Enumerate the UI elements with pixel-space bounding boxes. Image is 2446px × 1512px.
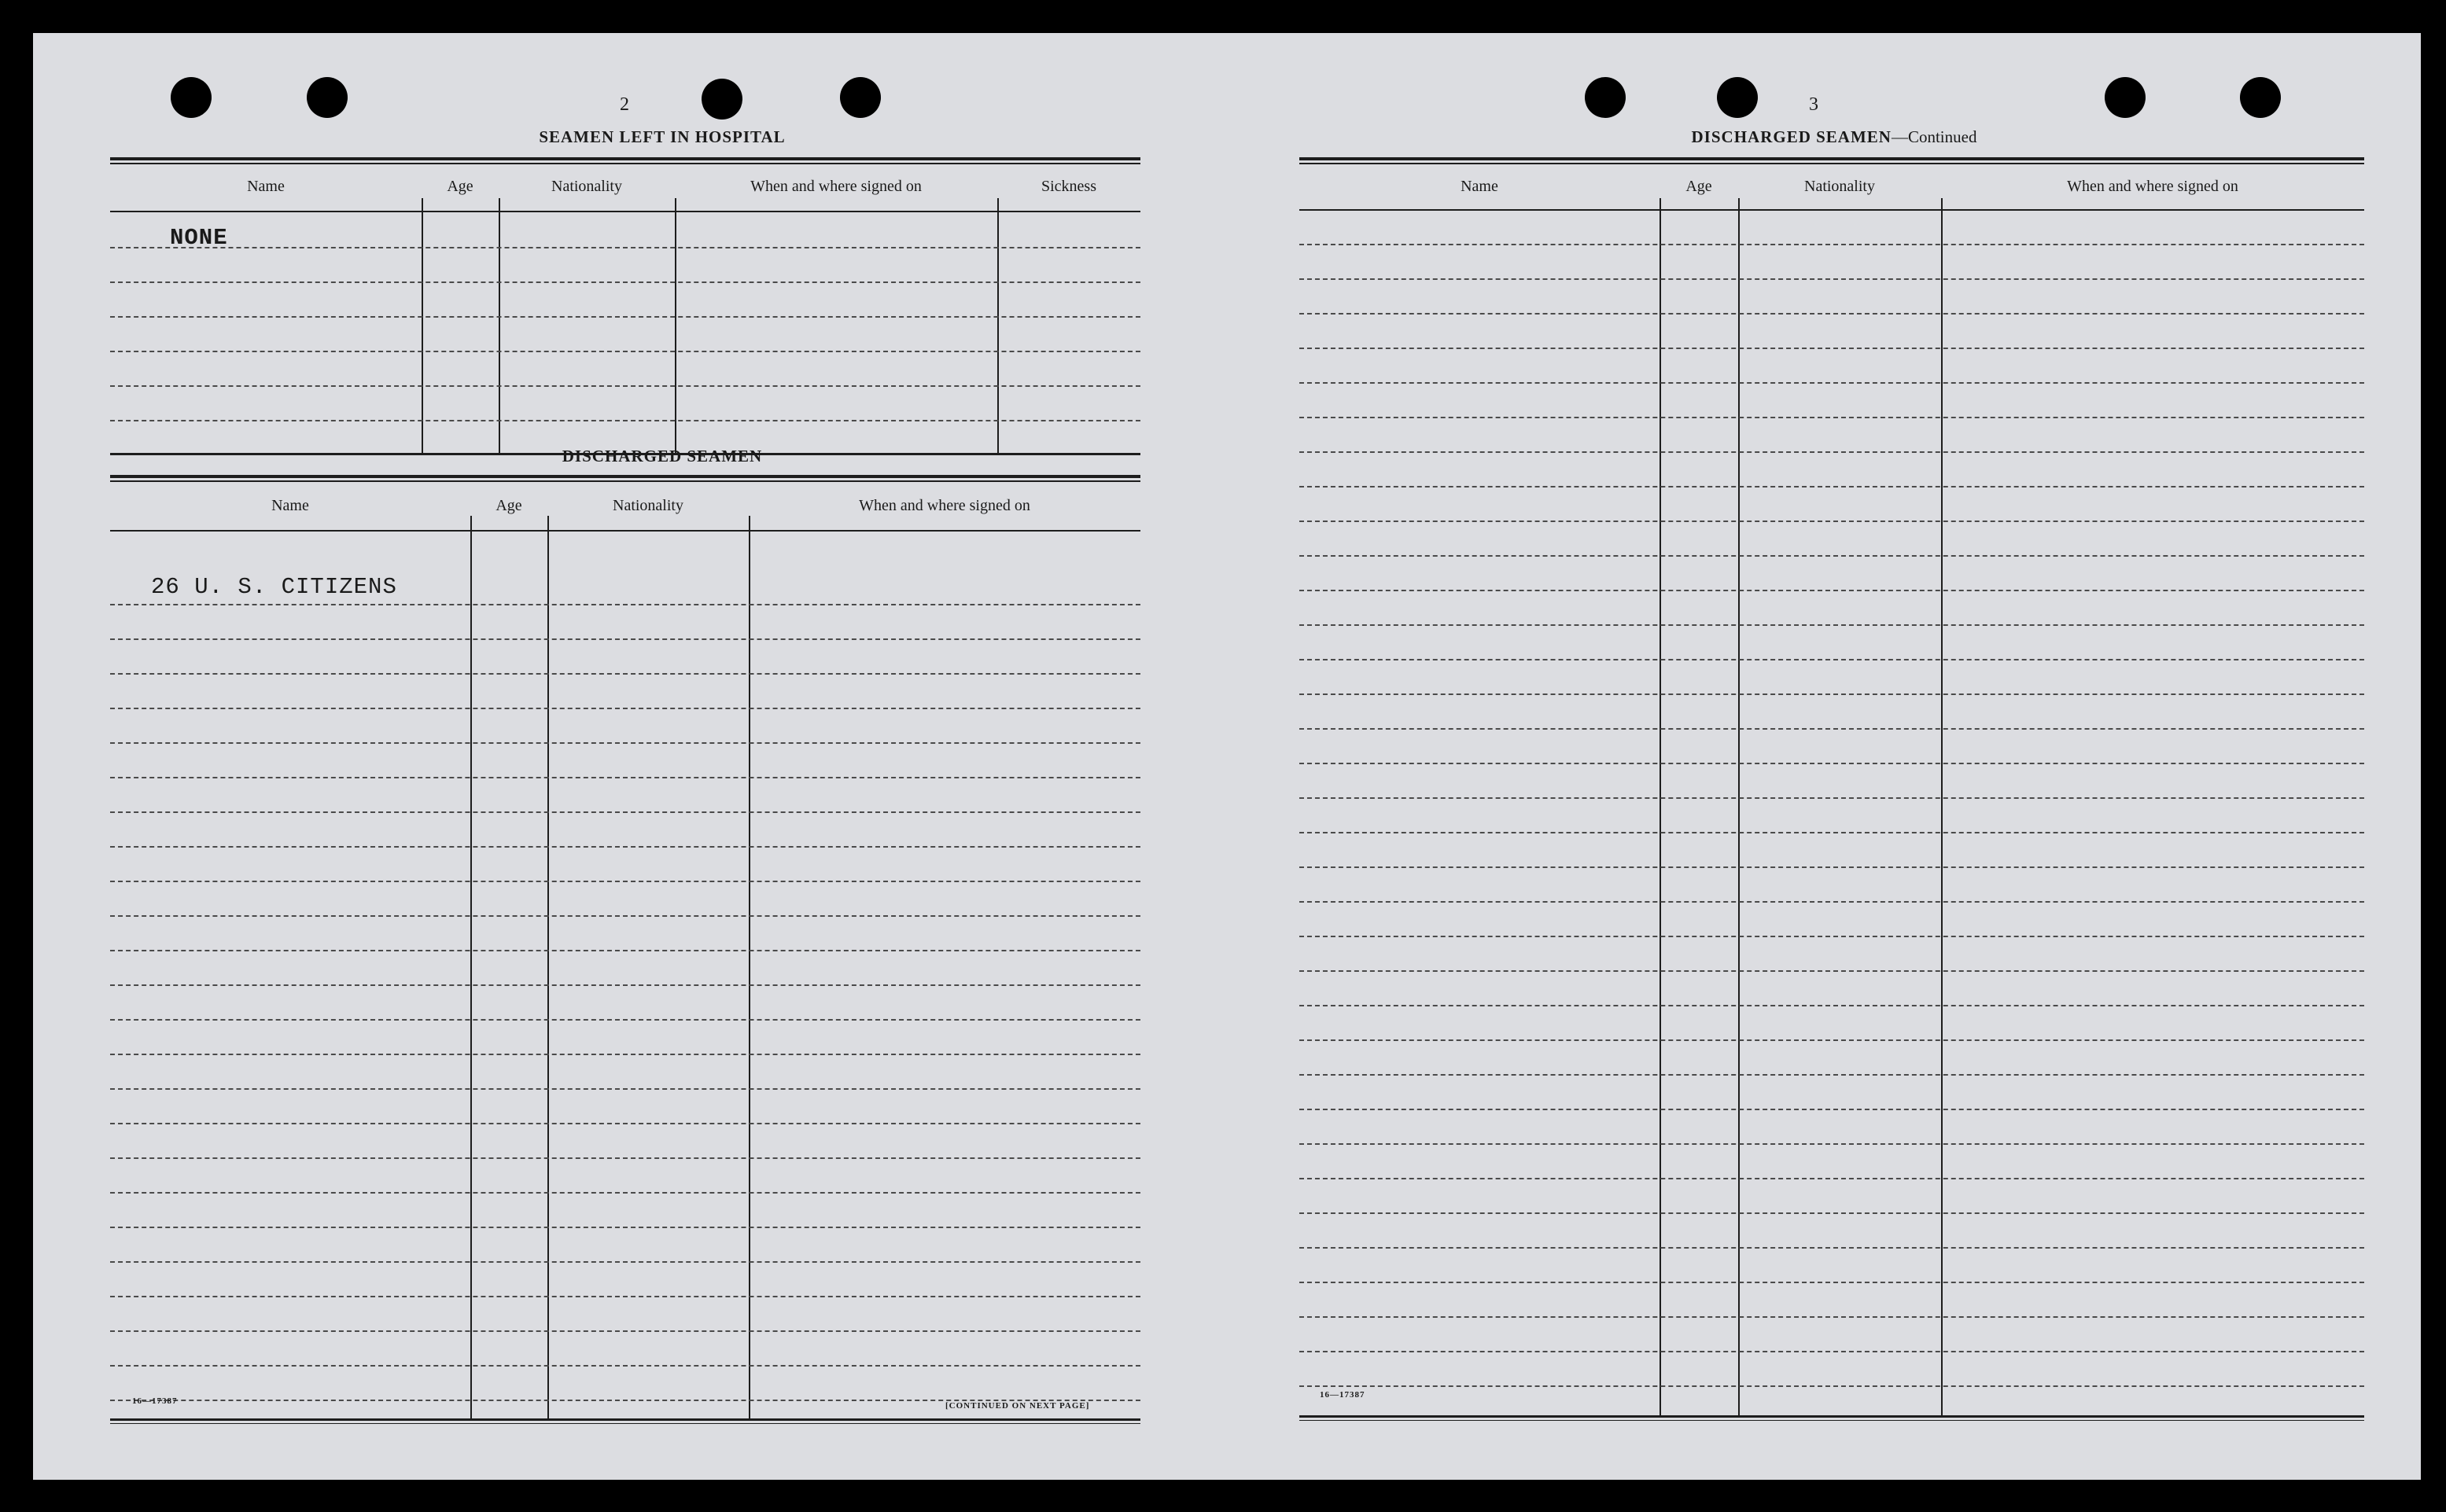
punch-hole bbox=[171, 77, 212, 118]
col-header-age: Age bbox=[495, 497, 522, 514]
col-header-name: Name bbox=[271, 497, 309, 514]
ledger-spread bbox=[33, 33, 2421, 1480]
title-suffix: —Continued bbox=[1891, 127, 1977, 146]
punch-hole bbox=[307, 77, 348, 118]
page-number-right: 3 bbox=[1809, 94, 1818, 115]
col-header-age: Age bbox=[447, 178, 473, 195]
col-header-signed-on: When and where signed on bbox=[859, 497, 1030, 514]
punch-hole bbox=[702, 79, 742, 120]
continued-section-title bbox=[1590, 127, 2078, 147]
punch-hole bbox=[1585, 77, 1626, 118]
discharged-entry: 26 U. S. CITIZENS bbox=[151, 574, 397, 600]
col-header-nationality: Nationality bbox=[1804, 178, 1875, 195]
discharged-table bbox=[110, 475, 1140, 1434]
punch-hole bbox=[1717, 77, 1758, 118]
continued-note: [CONTINUED ON NEXT PAGE] bbox=[945, 1401, 1090, 1411]
col-header-age: Age bbox=[1685, 178, 1712, 195]
title-main: DISCHARGED SEAMEN bbox=[1691, 127, 1892, 146]
discharged-continued-table bbox=[1299, 157, 2364, 1434]
form-number-left: 16—17387 bbox=[132, 1396, 178, 1406]
hospital-section-title: SEAMEN LEFT IN HOSPITAL bbox=[539, 127, 786, 146]
punch-hole bbox=[2105, 77, 2146, 118]
col-header-signed-on: When and where signed on bbox=[750, 178, 922, 195]
discharged-section-title: DISCHARGED SEAMEN bbox=[562, 447, 763, 465]
punch-hole bbox=[840, 77, 881, 118]
form-number-right: 16—17387 bbox=[1320, 1390, 1365, 1400]
hospital-table bbox=[110, 157, 1140, 458]
col-header-sickness: Sickness bbox=[1041, 178, 1096, 195]
col-header-signed-on: When and where signed on bbox=[2067, 178, 2238, 195]
hospital-entry: NONE bbox=[170, 225, 228, 251]
col-header-name: Name bbox=[247, 178, 285, 195]
page-number-left: 2 bbox=[620, 94, 629, 115]
col-header-nationality: Nationality bbox=[551, 178, 622, 195]
punch-hole bbox=[2240, 77, 2281, 118]
col-header-name: Name bbox=[1461, 178, 1498, 195]
col-header-nationality: Nationality bbox=[613, 497, 683, 514]
